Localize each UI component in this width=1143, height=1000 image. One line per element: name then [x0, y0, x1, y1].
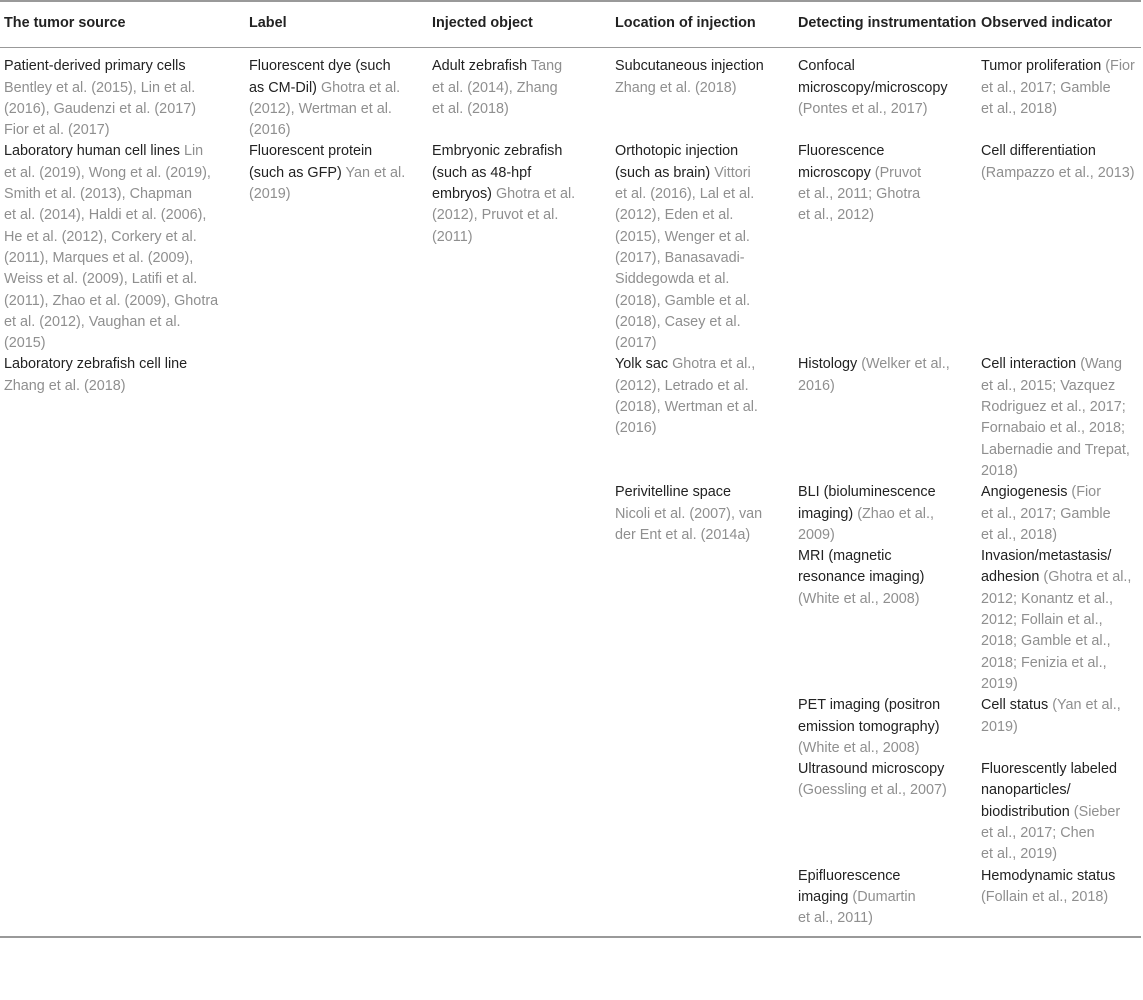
cell-location-of-injection	[611, 866, 794, 938]
cell-tumor-source	[0, 48, 245, 142]
cell-injected-object	[428, 141, 611, 354]
cell-text-line: Laboratory zebrafish cell line	[4, 356, 188, 373]
cell-text-line: (2015), Wenger et al.	[615, 228, 750, 245]
cell-text-line: (2012), Letrado et al.	[615, 377, 749, 394]
table-row	[0, 48, 1141, 142]
cell-text-line: (Pontes et al., 2017)	[798, 100, 928, 117]
cell-text-line: (2017), Banasavadi-	[615, 249, 745, 266]
cell-text-line: 2018)	[981, 462, 1018, 479]
cell-text-line: et al., 2019)	[981, 846, 1058, 863]
cell-text-line: imaging (Dumartin	[798, 888, 916, 905]
cell-text-line: et al., 2017; Chen	[981, 824, 1095, 841]
cell-text-line: Subcutaneous injection	[615, 58, 764, 75]
cell-detecting-instrumentation	[794, 141, 977, 354]
cell-text-line: Tumor proliferation (Fior	[981, 58, 1135, 75]
cell-location-of-injection	[611, 482, 794, 546]
cell-text-line: Confocal	[798, 58, 855, 75]
cell-tumor-source	[0, 546, 245, 695]
cell-text-line: Embryonic zebrafish	[432, 143, 563, 160]
table-row	[0, 354, 1141, 482]
cell-text-line: et al. (2018)	[432, 100, 509, 117]
cell-text-line: Rodriguez et al., 2017;	[981, 399, 1126, 416]
cell-observed-indicator	[977, 759, 1141, 865]
cell-text-line: BLI (bioluminescence	[798, 484, 936, 501]
cell-text-line: (White et al., 2008)	[798, 590, 920, 607]
header-tumor-source: The tumor source	[0, 1, 245, 48]
header-row	[0, 1, 1141, 48]
cell-text-line: (Follain et al., 2018)	[981, 888, 1109, 905]
cell-text-line: Perivitelline space	[615, 484, 731, 501]
cell-text-line: Fior et al. (2017)	[4, 122, 110, 139]
cell-text-line: et al., 2018)	[981, 100, 1058, 117]
cell-text-line: Histology (Welker et al.,	[798, 356, 950, 373]
cell-text-line: Patient-derived primary cells	[4, 58, 186, 75]
cell-text-line: et al., 2018)	[981, 526, 1058, 543]
cell-observed-indicator	[977, 141, 1141, 354]
cell-location-of-injection	[611, 695, 794, 759]
cell-text-line: Cell interaction (Wang	[981, 356, 1123, 373]
table-body	[0, 48, 1141, 938]
header-label: Label	[245, 1, 428, 48]
cell-label	[245, 759, 428, 865]
table-row	[0, 695, 1141, 759]
cell-text-line: microscopy/microscopy	[798, 79, 948, 96]
cell-text-line: Angiogenesis (Fior	[981, 484, 1101, 501]
header-detecting-instrumentation: Detecting instrumentation	[794, 1, 977, 48]
cell-text-line: Fluorescently labeled	[981, 761, 1117, 778]
header-observed-indicator: Observed indicator	[977, 1, 1141, 48]
cell-text-line: Smith et al. (2013), Chapman	[4, 186, 192, 203]
cell-text-line: et al., 2017; Gamble	[981, 79, 1111, 96]
cell-text-line: He et al. (2012), Corkery et al.	[4, 228, 197, 245]
cell-text-line: (2015)	[4, 335, 46, 352]
cell-text-line: Fornabaio et al., 2018;	[981, 420, 1126, 437]
cell-text-line: Fluorescence	[798, 143, 885, 160]
cell-text-line: Cell status (Yan et al.,	[981, 697, 1121, 714]
cell-text-line: 2019)	[981, 718, 1018, 735]
cell-text-line: Fluorescent protein	[249, 143, 373, 160]
cell-text-line: Nicoli et al. (2007), van	[615, 505, 763, 522]
cell-text-line: (such as GFP) Yan et al.	[249, 164, 406, 181]
cell-text-line: et al. (2016), Lal et al.	[615, 186, 755, 203]
cell-text-line: (such as brain) Vittori	[615, 164, 751, 181]
cell-detecting-instrumentation	[794, 546, 977, 695]
cell-text-line: 2009)	[798, 526, 835, 543]
cell-text-line: Laboratory human cell lines Lin	[4, 143, 204, 160]
cell-detecting-instrumentation	[794, 759, 977, 865]
cell-text-line: et al., 2015; Vazquez	[981, 377, 1116, 394]
cell-location-of-injection	[611, 354, 794, 482]
cell-location-of-injection	[611, 48, 794, 142]
cell-detecting-instrumentation	[794, 866, 977, 938]
cell-text-line: (White et al., 2008)	[798, 739, 920, 756]
cell-detecting-instrumentation	[794, 695, 977, 759]
cell-text-line: MRI (magnetic	[798, 548, 892, 565]
cell-label	[245, 48, 428, 142]
cell-text-line: et al., 2017; Gamble	[981, 505, 1111, 522]
cell-text-line: as CM-Dil) Ghotra et al.	[249, 79, 401, 96]
cell-text-line: et al. (2014), Haldi et al. (2006),	[4, 207, 207, 224]
table-row	[0, 759, 1141, 865]
cell-text-line: (2019)	[249, 186, 291, 203]
cell-text-line: Zhang et al. (2018)	[615, 79, 737, 96]
cell-injected-object	[428, 546, 611, 695]
cell-text-line: (2016)	[249, 122, 291, 139]
cell-text-line: et al. (2012), Vaughan et al.	[4, 313, 181, 330]
cell-text-line: Fluorescent dye (such	[249, 58, 391, 75]
cell-tumor-source	[0, 695, 245, 759]
cell-injected-object	[428, 866, 611, 938]
cell-tumor-source	[0, 482, 245, 546]
cell-injected-object	[428, 759, 611, 865]
cell-observed-indicator	[977, 482, 1141, 546]
cell-observed-indicator	[977, 354, 1141, 482]
cell-injected-object	[428, 695, 611, 759]
cell-detecting-instrumentation	[794, 482, 977, 546]
cell-tumor-source	[0, 354, 245, 482]
cell-text-line: Ultrasound microscopy	[798, 761, 945, 778]
header-location-of-injection: Location of injection	[611, 1, 794, 48]
cell-location-of-injection	[611, 546, 794, 695]
cell-text-line: et al. (2019), Wong et al. (2019),	[4, 164, 211, 181]
cell-text-line: (2011)	[432, 228, 473, 245]
cell-text-line: Orthotopic injection	[615, 143, 739, 160]
cell-text-line: Cell differentiation	[981, 143, 1096, 160]
cell-text-line: (2012), Wertman et al.	[249, 100, 392, 117]
cell-text-line: (2016)	[615, 420, 657, 437]
cell-text-line: Yolk sac Ghotra et al.,	[615, 356, 756, 373]
table-row	[0, 866, 1141, 938]
cell-text-line: et al., 2011; Ghotra	[798, 186, 921, 203]
cell-observed-indicator	[977, 866, 1141, 938]
cell-text-line: 2016)	[798, 377, 835, 394]
cell-label	[245, 141, 428, 354]
cell-text-line: Siddegowda et al.	[615, 271, 730, 288]
cell-text-line: imaging) (Zhao et al.,	[798, 505, 934, 522]
cell-location-of-injection	[611, 759, 794, 865]
cell-tumor-source	[0, 759, 245, 865]
cell-text-line: embryos) Ghotra et al.	[432, 186, 576, 203]
cell-detecting-instrumentation	[794, 48, 977, 142]
cell-text-line: (2011), Zhao et al. (2009), Ghotra	[4, 292, 219, 309]
cell-text-line: (2012), Eden et al.	[615, 207, 734, 224]
cell-observed-indicator	[977, 48, 1141, 142]
cell-text-line: biodistribution (Sieber	[981, 803, 1121, 820]
cell-text-line: der Ent et al. (2014a)	[615, 526, 751, 543]
cell-text-line: emission tomography)	[798, 718, 940, 735]
cell-text-line: (Goessling et al., 2007)	[798, 782, 947, 799]
cell-text-line: adhesion (Ghotra et al.,	[981, 569, 1132, 586]
cell-text-line: Invasion/metastasis/	[981, 548, 1112, 565]
cell-injected-object	[428, 48, 611, 142]
cell-injected-object	[428, 354, 611, 482]
cell-observed-indicator	[977, 546, 1141, 695]
cell-observed-indicator	[977, 695, 1141, 759]
table-row	[0, 141, 1141, 354]
cell-label	[245, 695, 428, 759]
cell-text-line: (such as 48-hpf	[432, 164, 532, 181]
cell-injected-object	[428, 482, 611, 546]
cell-location-of-injection	[611, 141, 794, 354]
cell-text-line: Adult zebrafish Tang	[432, 58, 563, 75]
cell-text-line: Weiss et al. (2009), Latifi et al.	[4, 271, 198, 288]
cell-text-line: et al. (2014), Zhang	[432, 79, 558, 96]
cell-text-line: (2018), Wertman et al.	[615, 399, 758, 416]
cell-text-line: 2012; Follain et al.,	[981, 612, 1103, 629]
cell-text-line: microscopy (Pruvot	[798, 164, 922, 181]
cell-text-line: 2018; Gamble et al.,	[981, 633, 1111, 650]
cell-text-line: 2012; Konantz et al.,	[981, 590, 1114, 607]
cell-text-line: (2011), Marques et al. (2009),	[4, 249, 194, 266]
cell-label	[245, 482, 428, 546]
cell-tumor-source	[0, 141, 245, 354]
cell-label	[245, 354, 428, 482]
cell-text-line: Zhang et al. (2018)	[4, 377, 126, 394]
cell-label	[245, 546, 428, 695]
cell-text-line: et al., 2011)	[798, 910, 873, 927]
header-injected-object: Injected object	[428, 1, 611, 48]
cell-text-line: resonance imaging)	[798, 569, 925, 586]
cell-text-line: et al., 2012)	[798, 207, 875, 224]
cell-text-line: (2012), Pruvot et al.	[432, 207, 559, 224]
cell-text-line: 2019)	[981, 675, 1018, 692]
cell-text-line: PET imaging (positron	[798, 697, 941, 714]
cell-text-line: (2017)	[615, 335, 657, 352]
table-header	[0, 1, 1141, 48]
cell-text-line: Bentley et al. (2015), Lin et al.	[4, 79, 196, 96]
cell-text-line: (2018), Gamble et al.	[615, 292, 751, 309]
table-row	[0, 546, 1141, 695]
cell-text-line: Epifluorescence	[798, 867, 901, 884]
cell-text-line: 2018; Fenizia et al.,	[981, 654, 1107, 671]
table-row	[0, 482, 1141, 546]
cell-text-line: Labernadie and Trepat,	[981, 441, 1130, 458]
cell-detecting-instrumentation	[794, 354, 977, 482]
cell-label	[245, 866, 428, 938]
cell-text-line: Hemodynamic status	[981, 867, 1116, 884]
cell-text-line: nanoparticles/	[981, 782, 1071, 799]
cell-text-line: (2016), Gaudenzi et al. (2017)	[4, 100, 196, 117]
cell-tumor-source	[0, 866, 245, 938]
cell-text-line: (2018), Casey et al.	[615, 313, 741, 330]
cell-text-line: (Rampazzo et al., 2013)	[981, 164, 1135, 181]
